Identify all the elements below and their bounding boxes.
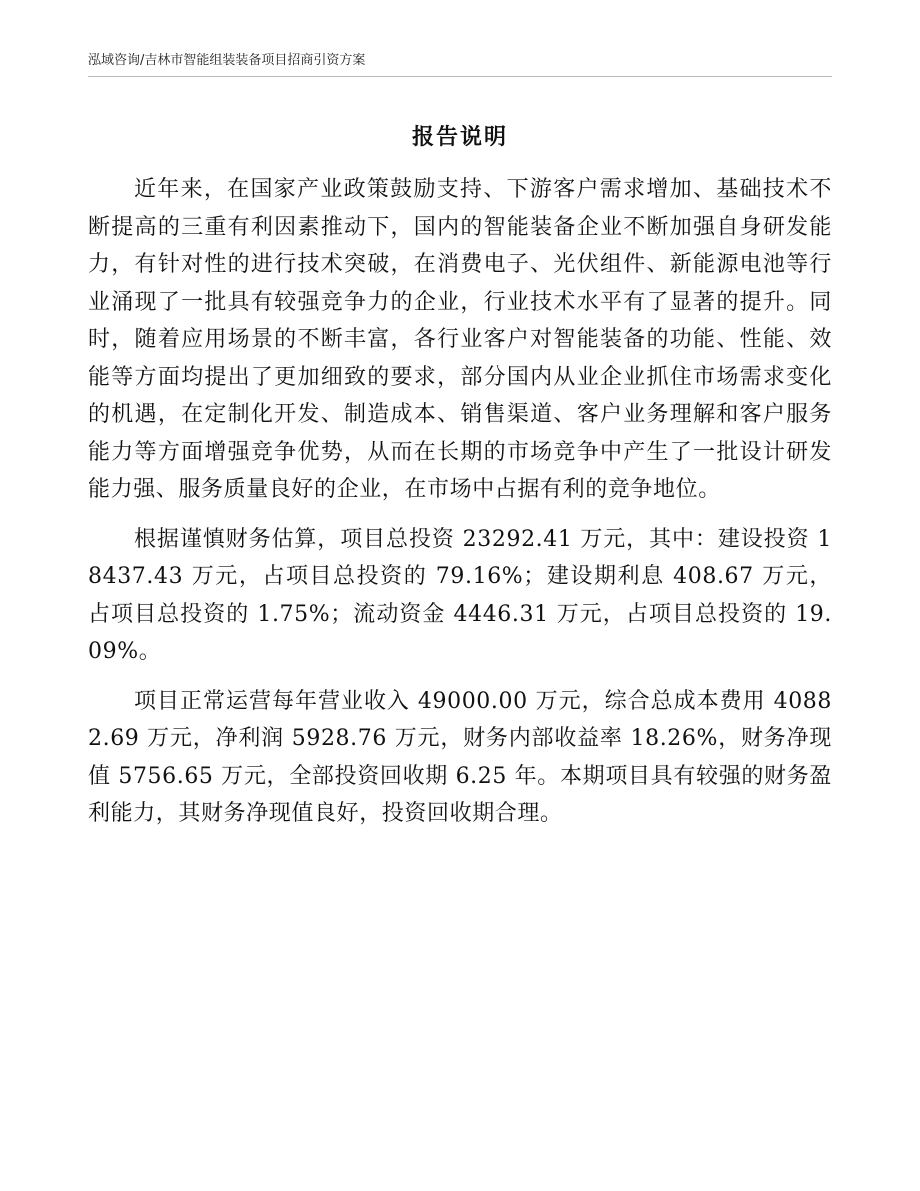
paragraph-financial-returns: 项目正常运营每年营业收入 49000.00 万元，综合总成本费用 40882.69 万元，净利润 5928.76 万元，财务内部收益率 18.26%，财务净现值 5756.65 万元，全部投资回收期 6.25 年。本期项目具有较强的财务盈利能力，其财务净现值良好，投资回收期合理。: [88, 688, 832, 826]
page-title: 报告说明: [411, 125, 508, 150]
page-header: 泓域咨询/吉林市智能组装装备项目招商引资方案: [88, 52, 832, 77]
paragraph-investment-estimate: 根据谨慎财务估算，项目总投资 23292.41 万元，其中：建设投资 18437.43 万元，占项目总投资的 79.16%；建设期利息 408.67 万元，占项目总投资的 1.75%；流动资金 4446.31 万元，占项目总投资的 19.09%。: [88, 526, 832, 664]
document-body: [88, 171, 832, 845]
paragraph-industry-background: 近年来，在国家产业政策鼓励支持、下游客户需求增加、基础技术不断提高的三重有利因素推动下，国内的智能装备企业不断加强自身研发能力，有针对性的进行技术突破，在消费电子、光伏组件、新能源电池等行业涌现了一批具有较强竞争力的企业，行业技术水平有了显著的提升。同时，随着应用场景的不断丰富，各行业客户对智能装备的功能、性能、效能等方面均提出了更加细致的要求，部分国内从业企业抓住市场需求变化的机遇，在定制化开发、制造成本、销售渠道、客户业务理解和客户服务能力等方面增强竞争优势，从而在长期的市场竞争中产生了一批设计研发能力强、服务质量良好的企业，在市场中占据有利的竞争地位。: [88, 177, 832, 502]
